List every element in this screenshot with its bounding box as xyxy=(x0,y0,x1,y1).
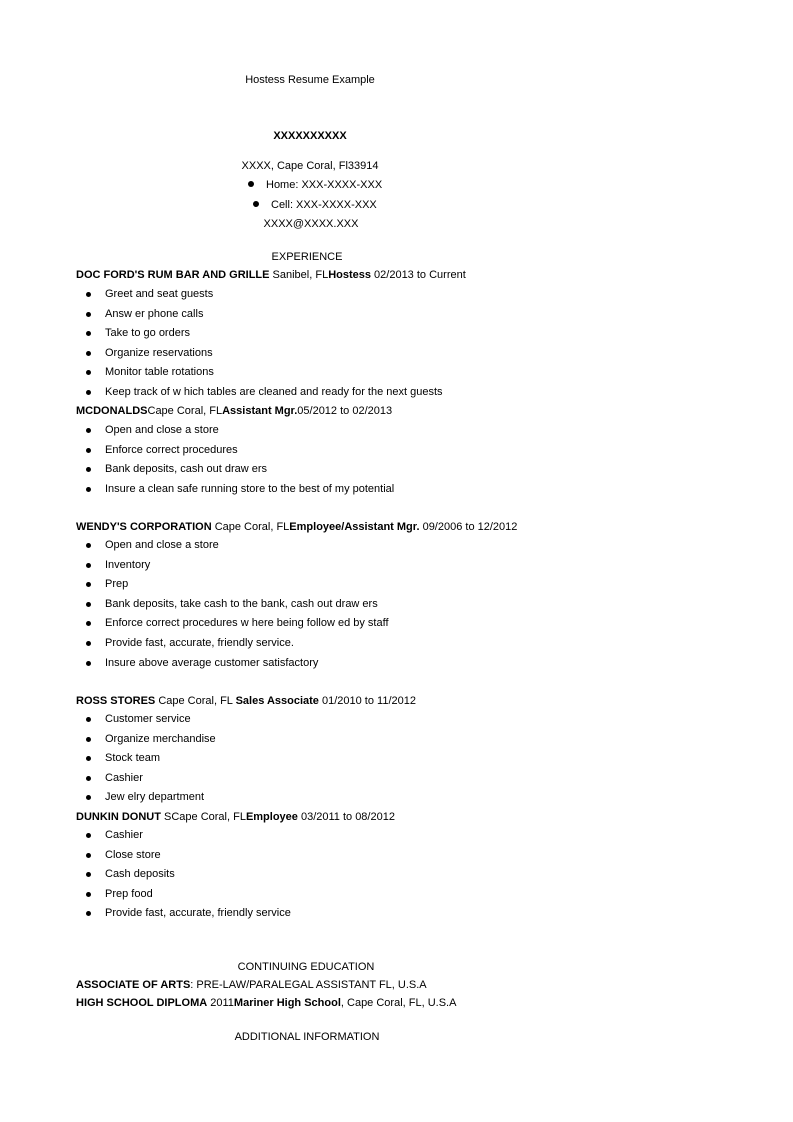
job-location: Cape Coral, FL xyxy=(147,405,223,417)
duty-item: Prep food xyxy=(86,885,291,905)
job-employer: DUNKIN DONUT xyxy=(76,811,161,823)
job-location: Cape Coral, FL xyxy=(211,521,290,533)
candidate-address: XXXX, Cape Coral, Fl33914 xyxy=(241,160,379,172)
candidate-name: XXXXXXXXXX xyxy=(273,130,347,142)
section-heading-education: CONTINUING EDUCATION xyxy=(237,961,375,973)
duty-item: Insure a clean safe running store to the best of my potential xyxy=(86,480,394,500)
education-detail: : PRE-LAW/PARALEGAL ASSISTANT FL, U.S.A xyxy=(190,979,427,991)
section-heading-additional: ADDITIONAL INFORMATION xyxy=(234,1031,380,1043)
duty-item: Jew elry department xyxy=(86,788,216,808)
duty-item: Bank deposits, take cash to the bank, cash out draw ers xyxy=(86,595,389,615)
job-dates: 01/2010 to 11/2012 xyxy=(318,695,416,707)
duty-item: Take to go orders xyxy=(86,324,443,344)
job-title: Sales Associate xyxy=(235,695,319,707)
education-detail: , Cape Coral, FL, U.S.A xyxy=(340,997,457,1009)
duty-item: Organize merchandise xyxy=(86,730,216,750)
duty-item: Monitor table rotations xyxy=(86,363,443,383)
duty-item: Cash deposits xyxy=(86,865,291,885)
duty-item: Open and close a store xyxy=(86,421,394,441)
bullet-icon xyxy=(248,181,254,187)
duty-item: Bank deposits, cash out draw ers xyxy=(86,460,394,480)
duty-item: Cashier xyxy=(86,769,216,789)
job-dates: 05/2012 to 02/2013 xyxy=(297,405,393,417)
duty-item: Inventory xyxy=(86,556,389,576)
cell-phone: Cell: XXX-XXXX-XXX xyxy=(271,199,377,211)
job-header xyxy=(76,269,466,281)
section-heading-experience: EXPERIENCE xyxy=(271,251,343,263)
job-location: Sanibel, FL xyxy=(269,269,329,281)
duty-item: Enforce correct procedures w here being follow ed by staff xyxy=(86,614,389,634)
job-dates: 09/2006 to 12/2012 xyxy=(419,521,518,533)
duty-item: Greet and seat guests xyxy=(86,285,443,305)
job-title: Employee xyxy=(245,811,298,823)
job-duties-list xyxy=(86,421,394,499)
job-dates: 02/2013 to Current xyxy=(370,269,466,281)
job-employer: MCDONALDS xyxy=(76,405,148,417)
job-header xyxy=(76,405,392,417)
duty-item: Close store xyxy=(86,846,291,866)
job-employer: DOC FORD'S RUM BAR AND GRILLE xyxy=(76,269,270,281)
duty-item: Prep xyxy=(86,575,389,595)
job-employer: WENDY'S CORPORATION xyxy=(76,521,212,533)
education-year: 2011 xyxy=(207,997,234,1009)
job-header xyxy=(76,811,395,823)
job-duties-list xyxy=(86,536,389,673)
education-entry xyxy=(76,997,456,1009)
home-phone: Home: XXX-XXXX-XXX xyxy=(266,179,383,191)
document-title: Hostess Resume Example xyxy=(245,74,375,86)
job-duties-list xyxy=(86,285,443,403)
duty-item: Provide fast, accurate, friendly service. xyxy=(86,634,389,654)
education-school: Mariner High School xyxy=(233,997,341,1009)
education-degree: ASSOCIATE OF ARTS xyxy=(76,979,191,991)
candidate-email: XXXX@XXXX.XXX xyxy=(263,218,359,230)
bullet-icon xyxy=(253,201,259,207)
duty-item: Insure above average customer satisfactory xyxy=(86,654,389,674)
duty-item: Provide fast, accurate, friendly service xyxy=(86,904,291,924)
duty-item: Stock team xyxy=(86,749,216,769)
job-dates: 03/2011 to 08/2012 xyxy=(297,811,395,823)
job-title: Employee/Assistant Mgr. xyxy=(289,521,420,533)
job-location: Cape Coral, FL xyxy=(155,695,236,707)
job-duties-list xyxy=(86,826,291,924)
job-header xyxy=(76,521,517,533)
job-title: Assistant Mgr. xyxy=(222,405,298,417)
duty-item: Enforce correct procedures xyxy=(86,441,394,461)
job-employer: ROSS STORES xyxy=(76,695,156,707)
job-title: Hostess xyxy=(328,269,371,281)
duty-item: Customer service xyxy=(86,710,216,730)
duty-item: Cashier xyxy=(86,826,291,846)
education-entry xyxy=(76,979,427,991)
job-location: SCape Coral, FL xyxy=(160,811,246,823)
duty-item: Keep track of w hich tables are cleaned and ready for the next guests xyxy=(86,383,443,403)
cell-phone-line xyxy=(253,199,377,211)
education-degree: HIGH SCHOOL DIPLOMA xyxy=(76,997,208,1009)
home-phone-line xyxy=(248,179,382,191)
duty-item: Open and close a store xyxy=(86,536,389,556)
job-duties-list xyxy=(86,710,216,808)
duty-item: Answ er phone calls xyxy=(86,305,443,325)
duty-item: Organize reservations xyxy=(86,344,443,364)
job-header xyxy=(76,695,416,707)
